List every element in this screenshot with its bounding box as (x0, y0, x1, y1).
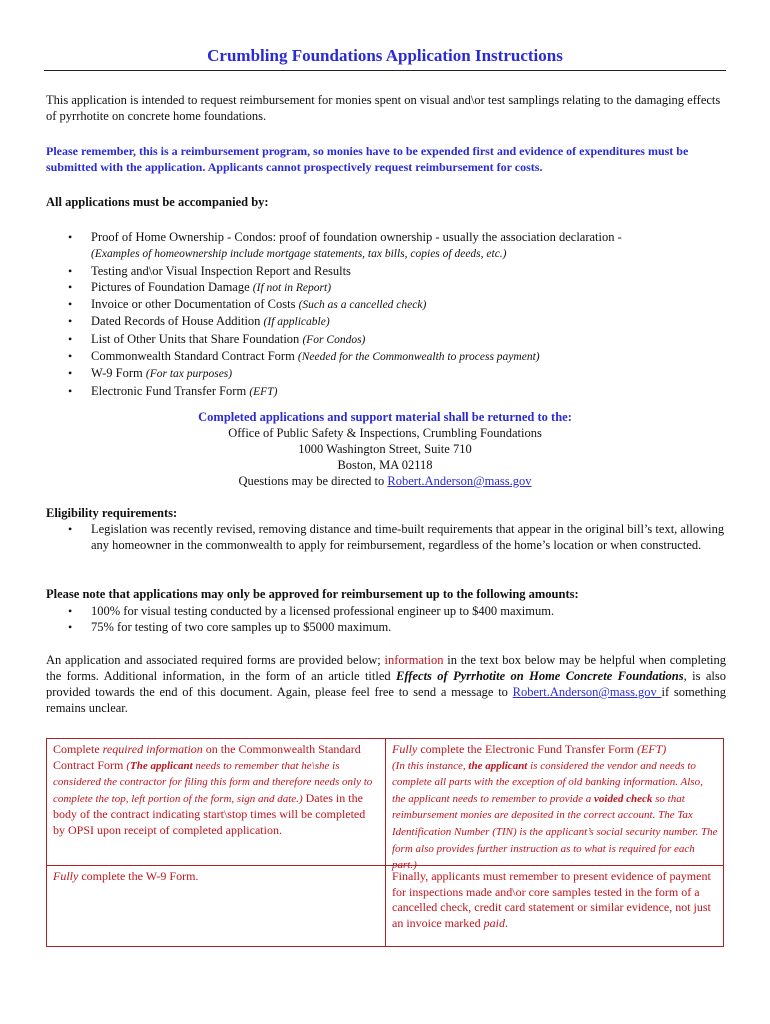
requirements-list (46, 229, 726, 400)
list-item: • 75% for testing of two core samples up to $5000 maximum. (46, 619, 726, 635)
list-item: • Proof of Home Ownership - Condos: proof of foundation ownership - usually the association declaration - (Examples of homeownership include mortgage statements, tax bills, copies of deeds, etc.) (46, 229, 726, 263)
list-item: • List of Other Units that Share Foundation (For Condos) (46, 331, 726, 348)
reimbursement-reminder: Please remember, this is a reimbursement program, so monies have to be expended first and evidence of expenditures must be submitted with the application. Applicants cannot prospectively request reimbursement for costs. (46, 144, 689, 174)
eligibility-heading: Eligibility requirements: (46, 506, 178, 520)
title-underline (44, 70, 726, 71)
office-name: Office of Public Safety & Inspections, Crumbling Foundations (228, 426, 542, 440)
list-item: • W-9 Form (For tax purposes) (46, 365, 726, 382)
list-item: • Invoice or other Documentation of Costs (Such as a cancelled check) (46, 296, 726, 313)
eligibility-list (46, 521, 726, 554)
return-address-block (44, 409, 726, 489)
list-item: • Pictures of Foundation Damage (If not in Report) (46, 279, 726, 296)
street-address: 1000 Washington Street, Suite 710 (298, 442, 472, 456)
closing-paragraph: An application and associated required forms are provided below; information in the text box below may be helpful when completing the forms. Additional information, in the form of an article titled Effects of Pyrrhotite on Home Concrete Foundations, is also provided towards the end of this document. Again, please feel free to send a message to Robert.Anderson@mass.gov if something remains unclear. (46, 653, 727, 715)
return-heading: Completed applications and support material shall be returned to the: (198, 410, 572, 424)
list-item: • Testing and\or Visual Inspection Report and Results (46, 263, 726, 279)
amounts-list (46, 603, 726, 636)
city-state-zip: Boston, MA 02118 (337, 458, 433, 472)
cell-payment-evidence: Finally, applicants must remember to present evidence of payment for inspections made and\or core samples tested in the form of a cancelled check, credit card statement or similar evidence, not just an invoice marked paid. (392, 869, 711, 930)
cell-w9-form: Fully complete the W-9 Form. (53, 869, 199, 883)
list-item: • Legislation was recently revised, removing distance and time-built requirements that appear in the original bill’s text, allowing any homeowner in the commonwealth to apply for reimbursement, regardless of the home’s location or when constructed. (46, 521, 726, 554)
list-item: • Dated Records of House Addition (If applicable) (46, 313, 726, 330)
instructions-table (46, 738, 724, 947)
document-title: Crumbling Foundations Application Instructions (207, 46, 563, 65)
article-title: Effects of Pyrrhotite on Home Concrete Foundations (396, 669, 684, 683)
amounts-heading: Please note that applications may only be approved for reimbursement up to the following amounts: (46, 587, 579, 601)
questions-line: Questions may be directed to Robert.Anderson@mass.gov (238, 474, 532, 488)
contact-email-link[interactable]: Robert.Anderson@mass.gov (512, 685, 662, 699)
intro-paragraph: This application is intended to request reimbursement for monies spent on visual and\or test samplings relating to the damaging effects of pyrrhotite on concrete home foundations. (46, 93, 721, 123)
contact-email-link[interactable]: Robert.Anderson@mass.gov (387, 474, 532, 488)
cell-eft-form: Fully complete the Electronic Fund Transfer Form (EFT) (In this instance, the applicant is considered the vendor and needs to complete all parts with the exception of old banking information. Also, the applicant needs to remember to provide a voided check so that reimbursement monies are deposited in the correct account. The Tax Identification Number (TIN) is the applicant’s social security number. The form also provides further instruction as to what is required for each part.) (392, 742, 718, 872)
list-item: • 100% for visual testing conducted by a licensed professional engineer up to $400 maximum. (46, 603, 726, 619)
list-item: • Commonwealth Standard Contract Form (Needed for the Commonwealth to process payment) (46, 348, 726, 365)
cell-contract-form: Complete required information on the Commonwealth Standard Contract Form (The applicant needs to remember that he\she is considered the contractor for filing this form and therefore needs only to complete the top, left portion of the form, sign and date.) Dates in the body of the contract indicating start\stop times will be completed by OPSI upon receipt of completed application. (53, 742, 373, 837)
list-item: • Electronic Fund Transfer Form (EFT) (46, 383, 726, 400)
accompanied-heading: All applications must be accompanied by: (46, 195, 269, 209)
